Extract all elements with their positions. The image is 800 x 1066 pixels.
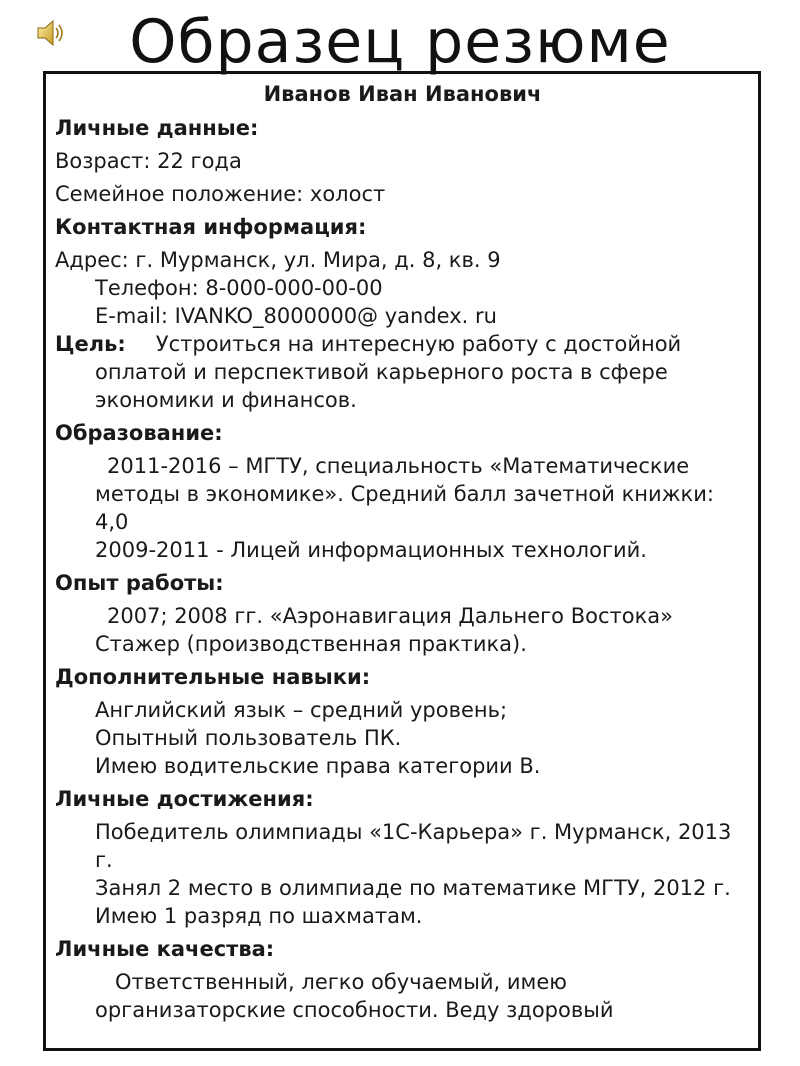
education-item: 2011-2016 – МГТУ, специальность «Математические методы в экономике». Средний балл зачетной книжки: 4,0 xyxy=(95,454,714,534)
achievements-heading: Личные достижения: xyxy=(55,787,314,811)
skills-heading: Дополнительные навыки: xyxy=(55,665,371,689)
contacts-heading: Контактная информация: xyxy=(55,215,367,239)
resume-name: Иванов Иван Иванович xyxy=(263,82,542,106)
education-item: 2009-2011 - Лицей информационных технологий. xyxy=(95,538,647,562)
resume-content xyxy=(55,80,750,1024)
phone-line: Телефон: 8-000-000-00-00 xyxy=(95,276,383,300)
skill-item: Опытный пользователь ПК. xyxy=(95,726,402,750)
achievement-item: Занял 2 место в олимпиаде по математике МГТУ, 2012 г. xyxy=(95,876,731,900)
experience-heading: Опыт работы: xyxy=(55,571,224,595)
qualities-text: Ответственный, легко обучаемый, имею организаторские способности. Веду здоровый xyxy=(95,970,614,1022)
goal-block xyxy=(55,330,750,414)
email-line: E-mail: IVANKO_8000000@ yandex. ru xyxy=(95,304,497,328)
education-heading: Образование: xyxy=(55,421,223,445)
skill-item: Имею водительские права категории B. xyxy=(95,754,541,778)
address-line: Адрес: г. Мурманск, ул. Мира, д. 8, кв. 9 xyxy=(55,248,501,272)
achievement-item: Победитель олимпиады «1С-Карьера» г. Мурманск, 2013 г. xyxy=(95,820,732,872)
personal-heading: Личные данные: xyxy=(55,116,259,140)
achievement-item: Имею 1 разряд по шахматам. xyxy=(95,904,423,928)
goal-text: Устроиться на интересную работу с достойной оплатой и перспективой карьерного роста в сфере экономики и финансов. xyxy=(95,332,682,412)
speaker-icon[interactable] xyxy=(34,16,68,50)
qualities-heading: Личные качества: xyxy=(55,937,275,961)
skill-item: Английский язык – средний уровень; xyxy=(95,698,508,722)
experience-item: Стажер (производственная практика). xyxy=(95,632,527,656)
resume-frame xyxy=(43,71,761,1051)
experience-item: 2007; 2008 гг. «Аэронавигация Дальнего Востока» xyxy=(107,604,673,628)
goal-label: Цель: xyxy=(55,332,126,356)
marital-line: Семейное положение: холост xyxy=(55,182,386,206)
page-title: Образец резюме xyxy=(129,7,671,77)
age-line: Возраст: 22 года xyxy=(55,149,242,173)
